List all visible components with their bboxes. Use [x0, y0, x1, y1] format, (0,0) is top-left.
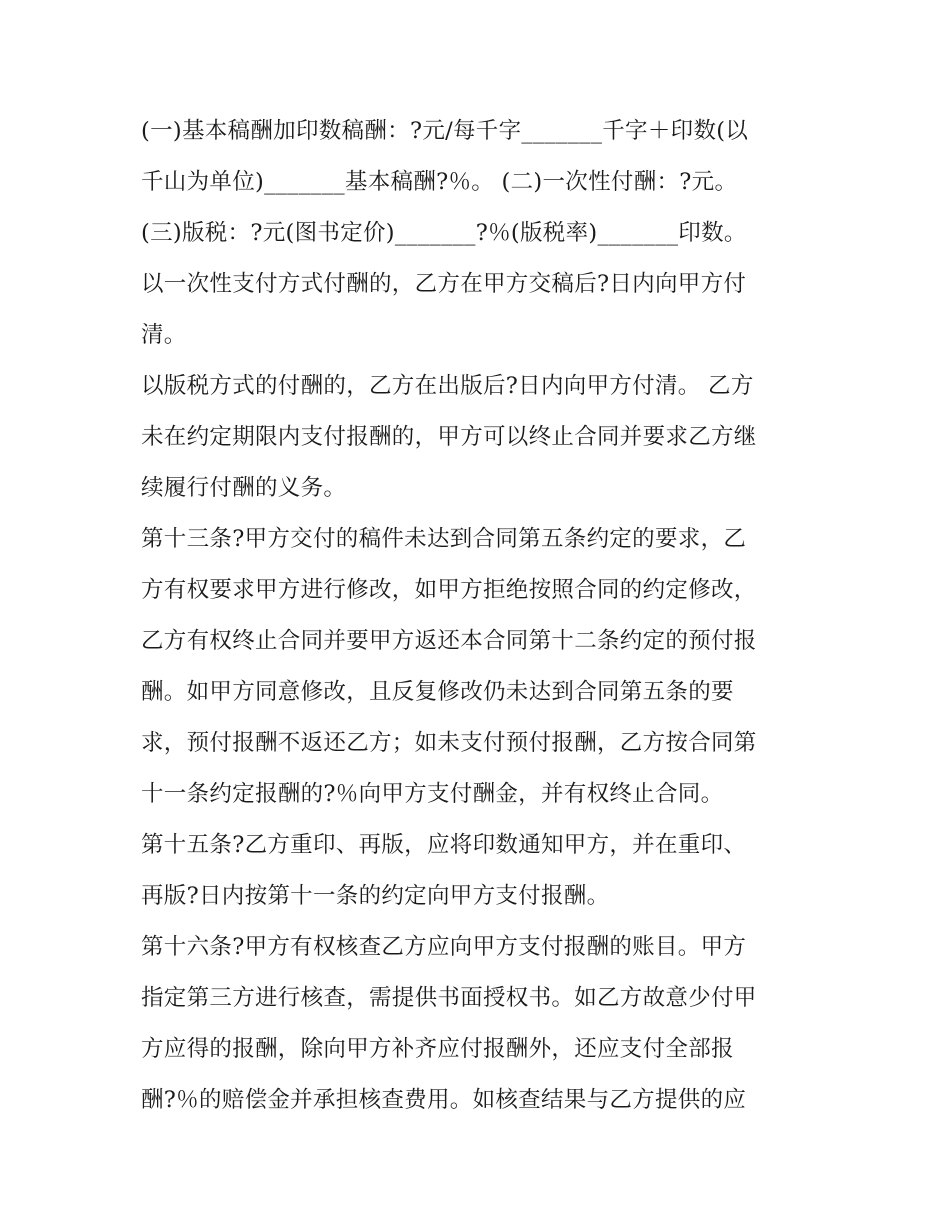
text-line: 第十六条?甲方有权核查乙方应向甲方支付报酬的账目。甲方 [141, 934, 747, 960]
text-line: 第十五条?乙方重印、再版，应将印数通知甲方，并在重印、 [141, 832, 747, 858]
text-line: 乙方有权终止合同并要甲方返还本合同第十二条约定的预付报 [141, 628, 757, 654]
text-line: 求，预付报酬不返还乙方；如未支付预付报酬，乙方按合同第 [141, 730, 757, 756]
text-line: 以版税方式的付酬的，乙方在出版后?日内向甲方付清。 乙方 [141, 373, 754, 399]
text-line: 酬?％的赔偿金并承担核查费用。如核查结果与乙方提供的应 [141, 1087, 747, 1113]
text-line: 以一次性支付方式付酬的，乙方在甲方交稿后?日内向甲方付 [141, 271, 747, 297]
text-line: 千山为单位)_______基本稿酬?％。 (二)一次性付酬：?元。 [141, 169, 738, 195]
text-line: 指定第三方进行核查，需提供书面授权书。如乙方故意少付甲 [141, 985, 757, 1011]
text-line: 方有权要求甲方进行修改，如甲方拒绝按照合同的约定修改， [141, 577, 757, 603]
text-line: 清。 [141, 322, 187, 348]
text-line: 第十三条?甲方交付的稿件未达到合同第五条约定的要求，乙 [141, 526, 747, 552]
document-body [141, 106, 821, 1126]
text-line: 未在约定期限内支付报酬的，甲方可以终止合同并要求乙方继 [141, 424, 757, 450]
text-line: 再版?日内按第十一条的约定向甲方支付报酬。 [141, 883, 610, 909]
text-line: 酬。如甲方同意修改，且反复修改仍未达到合同第五条的要 [141, 679, 734, 705]
text-line: (一)基本稿酬加印数稿酬：?元/每千字_______千字＋印数(以 [141, 118, 749, 144]
text-line: 续履行付酬的义务。 [141, 475, 347, 501]
text-line: 十一条约定报酬的?％向甲方支付酬金，并有权终止合同。 [141, 781, 724, 807]
text-line: 方应得的报酬，除向甲方补齐应付报酬外，还应支付全部报 [141, 1036, 734, 1062]
text-line: (三)版税：?元(图书定价)_______?％(版税率)_______印数。 [141, 220, 747, 246]
